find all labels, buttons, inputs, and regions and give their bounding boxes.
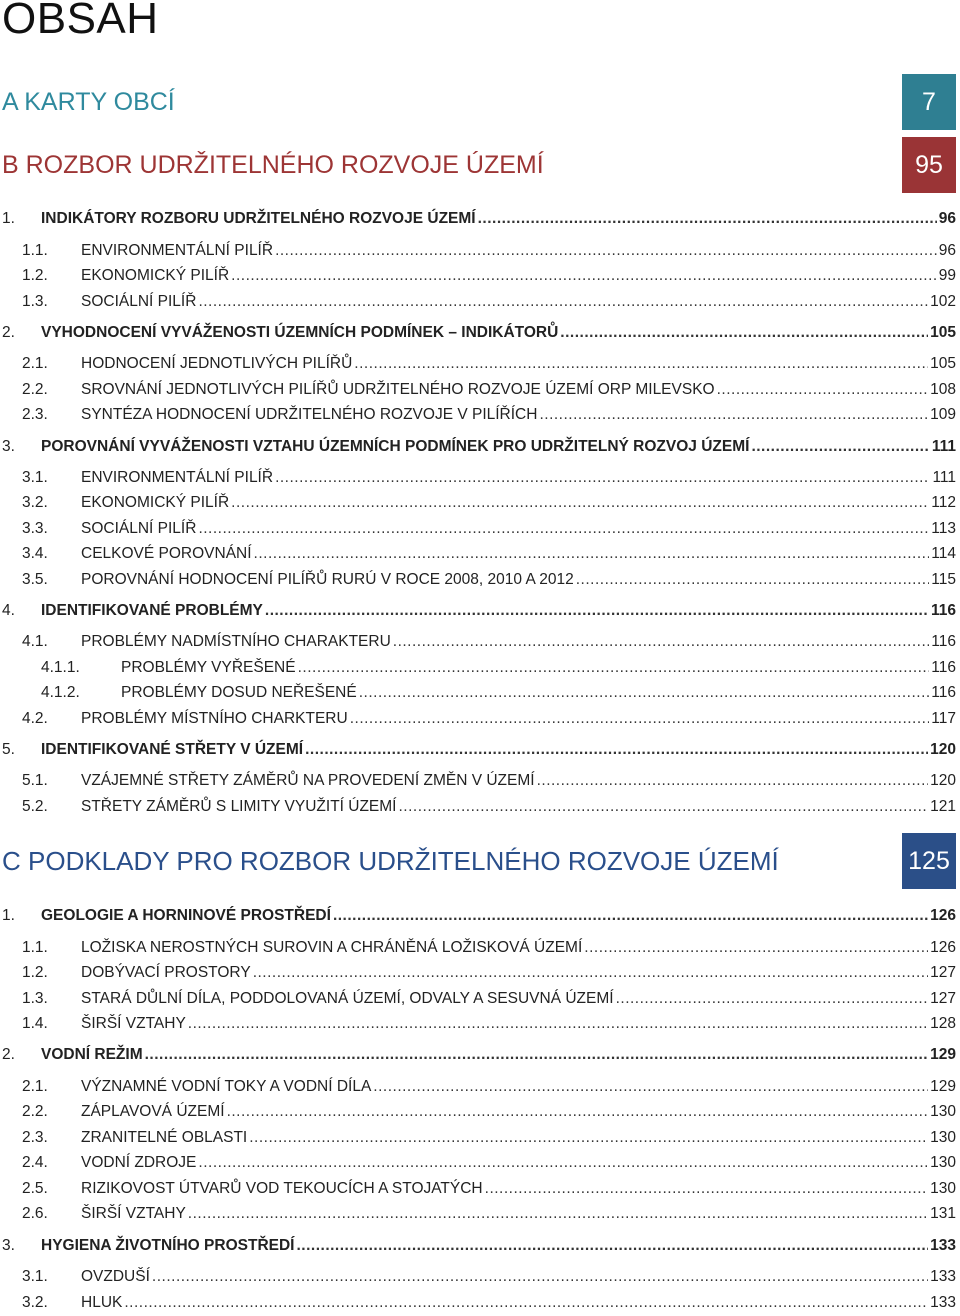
section-b-heading[interactable]	[0, 137, 956, 193]
toc-entry[interactable]	[0, 520, 956, 542]
toc-entry-title: VODNÍ ZDROJE	[81, 1154, 197, 1171]
toc-entry-page: 96	[938, 242, 956, 259]
toc-entry-number: 3.2.	[22, 494, 48, 511]
section-c-heading[interactable]	[0, 833, 956, 889]
toc-entry-title: SROVNÁNÍ JEDNOTLIVÝCH PILÍŘŮ UDRŽITELNÉHO ROZVOJE ÚZEMÍ ORP MILEVSKO	[81, 381, 715, 398]
toc-entry-page: 112	[931, 494, 956, 511]
toc-entry-number: 2.3.	[22, 1129, 48, 1146]
toc-entry-title: POROVNÁNÍ VYVÁŽENOSTI VZTAHU ÚZEMNÍCH PODMÍNEK PRO UDRŽITELNÝ ROZVOJ ÚZEMÍ	[41, 438, 750, 455]
toc-entry-title: DOBÝVACÍ PROSTORY	[81, 964, 251, 981]
toc-entry-number: 2.2.	[22, 381, 48, 398]
toc-entry[interactable]	[0, 355, 956, 377]
section-a-label: A KARTY OBCÍ	[2, 87, 175, 116]
section-c-page-badge: 125	[902, 833, 956, 889]
toc-entry-title: PROBLÉMY VYŘEŠENÉ	[121, 659, 296, 676]
toc-entry-page: 127	[930, 964, 956, 981]
toc-entry[interactable]	[0, 659, 956, 681]
toc-leader-dots	[231, 267, 937, 285]
toc-leader-dots	[275, 242, 937, 260]
toc-entry[interactable]	[0, 907, 956, 929]
toc-entry-number: 4.1.2.	[41, 684, 80, 701]
toc-entry-page: 116	[931, 633, 956, 650]
toc-entry-page: 121	[930, 798, 956, 815]
toc-entry-title: SOCIÁLNÍ PILÍŘ	[81, 293, 197, 310]
toc-leader-dots	[584, 939, 928, 957]
toc-entry[interactable]	[0, 939, 956, 961]
toc-entry-number: 2.	[2, 324, 15, 341]
toc-entry[interactable]	[0, 772, 956, 794]
toc-entry[interactable]	[0, 1180, 956, 1202]
toc-leader-dots	[275, 469, 930, 487]
toc-entry-page: 116	[931, 659, 956, 676]
toc-entry-page: 130	[930, 1103, 956, 1120]
toc-entry-title: HODNOCENÍ JEDNOTLIVÝCH PILÍŘŮ	[81, 355, 353, 372]
toc-entry-page: 130	[930, 1154, 956, 1171]
toc-leader-dots	[576, 571, 930, 589]
toc-entry-number: 2.6.	[22, 1205, 48, 1222]
toc-entry-number: 2.2.	[22, 1103, 48, 1120]
toc-leader-dots	[296, 1237, 928, 1255]
toc-entry-number: 3.	[2, 438, 15, 455]
toc-entry[interactable]	[0, 1237, 956, 1259]
toc-entry-page: 102	[930, 293, 956, 310]
toc-entry-title: STARÁ DŮLNÍ DÍLA, PODDOLOVANÁ ÚZEMÍ, ODVALY A SESUVNÁ ÚZEMÍ	[81, 990, 614, 1007]
toc-leader-dots	[188, 1205, 928, 1223]
toc-entry-number: 5.	[2, 741, 15, 758]
toc-entry[interactable]	[0, 1015, 956, 1037]
toc-entry-page: 111	[932, 469, 956, 486]
toc-entry-title: OVZDUŠÍ	[81, 1268, 150, 1285]
toc-entry-title: SYNTÉZA HODNOCENÍ UDRŽITELNÉHO ROZVOJE V PILÍŘÍCH	[81, 406, 538, 423]
toc-entry[interactable]	[0, 494, 956, 516]
toc-leader-dots	[265, 602, 929, 620]
toc-entry-page: 109	[930, 406, 956, 423]
toc-leader-dots	[124, 1294, 928, 1312]
toc-leader-dots	[485, 1180, 928, 1198]
toc-leader-dots	[560, 324, 928, 342]
toc-entry-title: LOŽISKA NEROSTNÝCH SUROVIN A CHRÁNĚNÁ LOŽISKOVÁ ÚZEMÍ	[81, 939, 583, 956]
toc-entry[interactable]	[0, 381, 956, 403]
toc-entry-page: 113	[931, 520, 956, 537]
toc-entry[interactable]	[0, 267, 956, 289]
toc-entry[interactable]	[0, 633, 956, 655]
toc-leader-dots	[253, 964, 928, 982]
toc-entry-number: 1.1.	[22, 242, 48, 259]
toc-entry-number: 3.4.	[22, 545, 48, 562]
toc-entry-page: 130	[930, 1129, 956, 1146]
toc-entry-number: 1.2.	[22, 964, 48, 981]
toc-entry-title: EKONOMICKÝ PILÍŘ	[81, 267, 230, 284]
toc-entry-page: 105	[930, 355, 956, 372]
toc-entry-number: 5.1.	[22, 772, 48, 789]
page-title: OBSAH	[2, 0, 159, 43]
toc-entry[interactable]	[0, 1046, 956, 1068]
toc-entry-number: 1.4.	[22, 1015, 48, 1032]
toc-entry[interactable]	[0, 1129, 956, 1151]
toc-entry-number: 4.2.	[22, 710, 48, 727]
toc-entry-number: 4.	[2, 602, 15, 619]
toc-entry-number: 1.3.	[22, 990, 48, 1007]
toc-entry-number: 1.3.	[22, 293, 48, 310]
toc-entry-number: 3.3.	[22, 520, 48, 537]
toc-entry-number: 3.5.	[22, 571, 48, 588]
toc-entry-page: 120	[930, 772, 956, 789]
toc-leader-dots	[359, 684, 930, 702]
toc-entry-title: SOCIÁLNÍ PILÍŘ	[81, 520, 197, 537]
toc-entry-title: ŠIRŠÍ VZTAHY	[81, 1205, 186, 1222]
toc-entry-title: HLUK	[81, 1294, 123, 1311]
toc-entry-title: ZÁPLAVOVÁ ÚZEMÍ	[81, 1103, 225, 1120]
toc-entry-title: VÝZNAMNÉ VODNÍ TOKY A VODNÍ DÍLA	[81, 1078, 372, 1095]
toc-entry[interactable]	[0, 571, 956, 593]
toc-entry[interactable]	[0, 798, 956, 820]
toc-entry-title: VZÁJEMNÉ STŘETY ZÁMĚRŮ NA PROVEDENÍ ZMĚN V ÚZEMÍ	[81, 772, 535, 789]
toc-leader-dots	[373, 1078, 928, 1096]
toc-entry-page: 130	[930, 1180, 956, 1197]
toc-entry-number: 3.2.	[22, 1294, 48, 1311]
toc-entry[interactable]	[0, 990, 956, 1012]
toc-entry-page: 96	[938, 210, 956, 227]
toc-entry-page: 117	[931, 710, 956, 727]
toc-entry[interactable]	[0, 545, 956, 567]
toc-entry-page: 131	[930, 1205, 956, 1222]
toc-entry-title: PROBLÉMY DOSUD NEŘEŠENÉ	[121, 684, 357, 701]
toc-entry-page: 133	[930, 1237, 956, 1254]
section-b-label: B ROZBOR UDRŽITELNÉHO ROZVOJE ÚZEMÍ	[2, 150, 544, 179]
toc-leader-dots	[198, 293, 928, 311]
toc-entry[interactable]	[0, 964, 956, 986]
toc-leader-dots	[249, 1129, 928, 1147]
toc-entry[interactable]	[0, 242, 956, 264]
toc-entry[interactable]	[0, 324, 956, 346]
toc-leader-dots	[616, 990, 929, 1008]
toc-leader-dots	[152, 1268, 928, 1286]
toc-entry-number: 2.3.	[22, 406, 48, 423]
toc-entry-page: 133	[930, 1268, 956, 1285]
toc-leader-dots	[231, 494, 929, 512]
toc-entry-title: VODNÍ REŽIM	[41, 1046, 143, 1063]
toc-entry[interactable]	[0, 1268, 956, 1290]
toc-entry-number: 4.1.	[22, 633, 48, 650]
toc-entry-title: EKONOMICKÝ PILÍŘ	[81, 494, 230, 511]
toc-entry-number: 2.	[2, 1046, 15, 1063]
toc-entry-page: 99	[938, 267, 956, 284]
toc-entry[interactable]	[0, 469, 956, 491]
toc-entry-page: 126	[930, 939, 956, 956]
toc-entry-title: IDENTIFIKOVANÉ STŘETY V ÚZEMÍ	[41, 741, 304, 758]
toc-entry-page: 129	[930, 1078, 956, 1095]
toc-entry-title: VYHODNOCENÍ VYVÁŽENOSTI ÚZEMNÍCH PODMÍNEK – INDIKÁTORŮ	[41, 324, 559, 341]
section-b-page-badge: 95	[902, 137, 956, 193]
toc-entry-title: STŘETY ZÁMĚRŮ S LIMITY VYUŽITÍ ÚZEMÍ	[81, 798, 397, 815]
toc-entry-number: 2.1.	[22, 1078, 48, 1095]
toc-leader-dots	[333, 907, 928, 925]
toc-entry-title: INDIKÁTORY ROZBORU UDRŽITELNÉHO ROZVOJE ÚZEMÍ	[41, 210, 476, 227]
toc-leader-dots	[145, 1046, 929, 1064]
toc-leader-dots	[227, 1103, 929, 1121]
toc-entry-title: ENVIRONMENTÁLNÍ PILÍŘ	[81, 469, 274, 486]
toc-entry-title: CELKOVÉ POROVNÁNÍ	[81, 545, 252, 562]
toc-entry-page: 116	[930, 602, 956, 619]
toc-leader-dots	[478, 210, 937, 228]
toc-leader-dots	[717, 381, 929, 399]
toc-entry-number: 3.1.	[22, 469, 48, 486]
toc-entry-page: 116	[931, 684, 956, 701]
toc-entry-number: 4.1.1.	[41, 659, 80, 676]
toc-entry-title: ŠIRŠÍ VZTAHY	[81, 1015, 186, 1032]
toc-leader-dots	[305, 741, 928, 759]
section-c-label: C PODKLADY PRO ROZBOR UDRŽITELNÉHO ROZVOJE ÚZEMÍ	[2, 845, 779, 876]
toc-leader-dots	[254, 545, 930, 563]
toc-entry-page: 128	[930, 1015, 956, 1032]
toc-leader-dots	[350, 710, 930, 728]
toc-entry[interactable]	[0, 1154, 956, 1176]
toc-leader-dots	[537, 772, 929, 790]
toc-entry-title: PROBLÉMY MÍSTNÍHO CHARKTERU	[81, 710, 348, 727]
toc-entry-page: 120	[930, 741, 956, 758]
toc-entry[interactable]	[0, 293, 956, 315]
toc-entry-title: IDENTIFIKOVANÉ PROBLÉMY	[41, 602, 263, 619]
toc-entry[interactable]	[0, 710, 956, 732]
toc-leader-dots	[751, 438, 929, 456]
toc-entry-page: 127	[930, 990, 956, 1007]
toc-leader-dots	[399, 798, 929, 816]
toc-entry-page: 111	[931, 438, 956, 455]
toc-entry-title: RIZIKOVOST ÚTVARŮ VOD TEKOUCÍCH A STOJATÝCH	[81, 1180, 483, 1197]
toc-leader-dots	[198, 520, 929, 538]
toc-entry-number: 3.1.	[22, 1268, 48, 1285]
toc-entry-title: PROBLÉMY NADMÍSTNÍHO CHARAKTERU	[81, 633, 391, 650]
toc-entry[interactable]	[0, 1205, 956, 1227]
toc-entry[interactable]	[0, 1103, 956, 1125]
toc-entry-number: 2.1.	[22, 355, 48, 372]
toc-entry-page: 129	[930, 1046, 956, 1063]
toc-leader-dots	[354, 355, 928, 373]
toc-entry-number: 1.	[2, 907, 15, 924]
toc-entry-title: ZRANITELNÉ OBLASTI	[81, 1129, 248, 1146]
toc-leader-dots	[188, 1015, 928, 1033]
toc-entry[interactable]	[0, 1078, 956, 1100]
section-a-page-badge: 7	[902, 74, 956, 130]
toc-entry[interactable]	[0, 684, 956, 706]
toc-entry-page: 133	[930, 1294, 956, 1311]
toc-entry-number: 1.1.	[22, 939, 48, 956]
toc-entry-title: HYGIENA ŽIVOTNÍHO PROSTŘEDÍ	[41, 1237, 295, 1254]
toc-entry-number: 3.	[2, 1237, 15, 1254]
toc-entry-number: 1.2.	[22, 267, 48, 284]
toc-entry[interactable]	[0, 210, 956, 232]
toc-entry-number: 5.2.	[22, 798, 48, 815]
toc-leader-dots	[198, 1154, 928, 1172]
toc-entry-title: POROVNÁNÍ HODNOCENÍ PILÍŘŮ RURÚ V ROCE 2008, 2010 A 2012	[81, 571, 574, 588]
toc-entry-page: 108	[930, 381, 956, 398]
toc-entry[interactable]	[0, 602, 956, 624]
toc-entry-page: 115	[931, 571, 956, 588]
toc-entry-page: 126	[930, 907, 956, 924]
toc-entry-page: 114	[931, 545, 956, 562]
toc-entry-number: 2.4.	[22, 1154, 48, 1171]
toc-entry-title: ENVIRONMENTÁLNÍ PILÍŘ	[81, 242, 274, 259]
toc-entry[interactable]	[0, 438, 956, 460]
toc-entry-number: 1.	[2, 210, 15, 227]
toc-entry-title: GEOLOGIE A HORNINOVÉ PROSTŘEDÍ	[41, 907, 331, 924]
section-a-heading[interactable]	[0, 74, 956, 130]
toc-entry[interactable]	[0, 406, 956, 428]
toc-entry-page: 105	[930, 324, 956, 341]
toc-entry[interactable]	[0, 741, 956, 763]
toc-entry-number: 2.5.	[22, 1180, 48, 1197]
toc-leader-dots	[393, 633, 930, 651]
toc-leader-dots	[539, 406, 928, 424]
toc-leader-dots	[298, 659, 930, 677]
